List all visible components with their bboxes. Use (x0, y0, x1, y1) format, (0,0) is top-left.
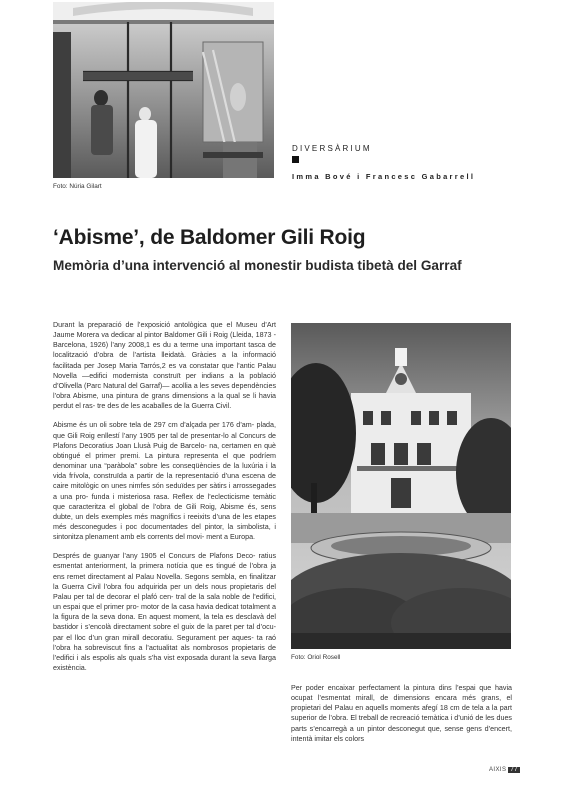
text-line: representa el que podríem denominar una “paràbola” sobre (53, 451, 276, 471)
text-line: pintura de grans dimensions a la qual se li havia perdut el ras- (53, 392, 276, 411)
text-line: construït per indians a la població d’Olivella (Parc Natural del (53, 371, 276, 390)
text-line: propietaris de l’edifici i als espolis als quals s’ha vist exposada (53, 643, 276, 662)
text-line: durant la seva llarga existència. (53, 653, 276, 672)
text-line: par el lloc d’un gran mirall decoratiu. Segurament per aques- (53, 633, 254, 642)
paragraph-3 (53, 551, 276, 673)
article-subtitle: Memòria d’una intervenció al monestir budista tibetà del Garraf (53, 258, 462, 273)
text-line: ta raó l’obra ha sobreviscut fins a l’actualitat als nombrosos (53, 633, 277, 652)
text-line: dubte, un dels exemples més magnífics i reeixits d’una de les (53, 512, 253, 521)
text-line: simbolista, i sintonitza plenament amb els corrents del movi- (53, 522, 276, 542)
top-photo-caption: Foto: Núria Gilart (53, 183, 102, 190)
text-line: partir de la representació d’una escena de caire mitològic on (53, 472, 276, 491)
text-line: Després de guanyar l’any 1905 el Concurs de Plafons Deco- (53, 552, 256, 561)
text-line: Garraf)— acollia a les seves dependències l’obra Abisme, una (53, 381, 277, 401)
page-number: 77 (510, 767, 518, 773)
text-line: Durant la preparació de l’exposició antològica que el Museu (53, 321, 258, 329)
section-label: DIVERSÀRIUM (292, 144, 372, 153)
text-line: grans, el propietari del Palau en aquells moments afegí 18 cm (291, 694, 513, 713)
text-line: ment a Europa. (206, 533, 256, 542)
text-line: motor de la casa havia dedicat totalment a la figura de la seva (53, 603, 277, 622)
text-line: d’Art Jaume Morera va dedicar al pintor Baldomer Gili i Roig (53, 321, 276, 340)
text-line: de l’obra ja ens remet directament al Palau Novella. Segons (53, 562, 276, 581)
text-line: desconegut que, sense gens d’encert, intentà imitar els colors (291, 724, 512, 743)
house-photo-caption: Foto: Oriol Rosell (291, 654, 341, 661)
right-column (291, 683, 512, 753)
text-line: va constatar que l’antic Palau Novella —edifici modernista (53, 361, 276, 380)
text-line: unes nimfes són seduïdes per sàtirs i arrossegades a una pro- (53, 482, 276, 501)
text-line: havia ocupat l’esmentat mirall, de dimensions encara més (291, 684, 513, 703)
text-line: temàtica i d’unió de les dues parts s’encarregà a un pintor (291, 714, 513, 733)
text-line: ratius esmentat anteriorment, la primera notícia que es tingué (53, 552, 277, 571)
text-line: dona. En aquest moment, la tela es desclavà del bastidor i (53, 613, 276, 632)
text-line: na, certamen en què obtingué el primer premi. La pintura (53, 441, 276, 460)
text-line: Gràcies a la informació facilitada per Josep Maria Tarrós,2 es (53, 351, 276, 370)
text-line: tre des de les acaballes de la Guerra Civil. (97, 402, 232, 411)
section-square-marker (292, 156, 299, 163)
text-line: Per poder encaixar perfectament la pintura dins l’espai que (291, 684, 492, 692)
text-line: Abisme és un oli sobre tela de 297 cm d’alçada per 176 d’am- (53, 421, 255, 430)
left-column (53, 320, 276, 682)
article-title: ‘Abisme’, de Baldomer Gili Roig (53, 226, 366, 249)
text-line: funda i misteriosa rasa. Reflex de l’eclecticisme temàtic que (53, 492, 276, 511)
text-line: caracteritza el global de l’obra de Gili Roig, Abisme és, sens (68, 502, 277, 511)
text-line: les conseqüències de la luxúria i la vida frívola, construïda a (53, 462, 277, 481)
text-line: plada, que Gili Roig enllestí l’any 1905 per tal de presentar-lo (53, 421, 276, 440)
text-line: de tela a la part superior de l’obra. El treball de recreació (291, 704, 513, 723)
text-line: una important tasca de localització d’obra de l’artista lleidatà. (53, 341, 276, 360)
authors: Imma Bové i Francesc Gabarrell (292, 172, 476, 181)
restoration-photo (53, 2, 274, 178)
paragraph-1 (53, 320, 276, 411)
paragraph-4 (291, 683, 512, 744)
text-line: (Lleida, 1873 - Barcelona, 1926) l’any 2008,1 es du a terme (53, 331, 277, 350)
paragraph-2 (53, 420, 276, 542)
text-line: sembla, en finalitzar la Guerra Civil l’obra fou adquirida per un (53, 572, 276, 591)
page-folio (489, 767, 520, 773)
palau-novella-photo (291, 323, 511, 649)
text-line: etapes més desconegudes i poc documentades del pintor, la (53, 512, 276, 531)
text-line: dels nous propietaris del Palau per tal de decorar el plafó cen- (53, 582, 276, 601)
text-line: al Concurs de Plafons Decoratius Joan Llusà Puig de Barcelo- (53, 431, 277, 450)
text-line: tral de la sala noble de l’edifici, un espai que el primer pro- (53, 592, 277, 612)
journal-name: AIXIS (489, 767, 507, 773)
text-line: s’encolà directament sobre el guix de la paret per tal d’ocu- (84, 623, 277, 632)
